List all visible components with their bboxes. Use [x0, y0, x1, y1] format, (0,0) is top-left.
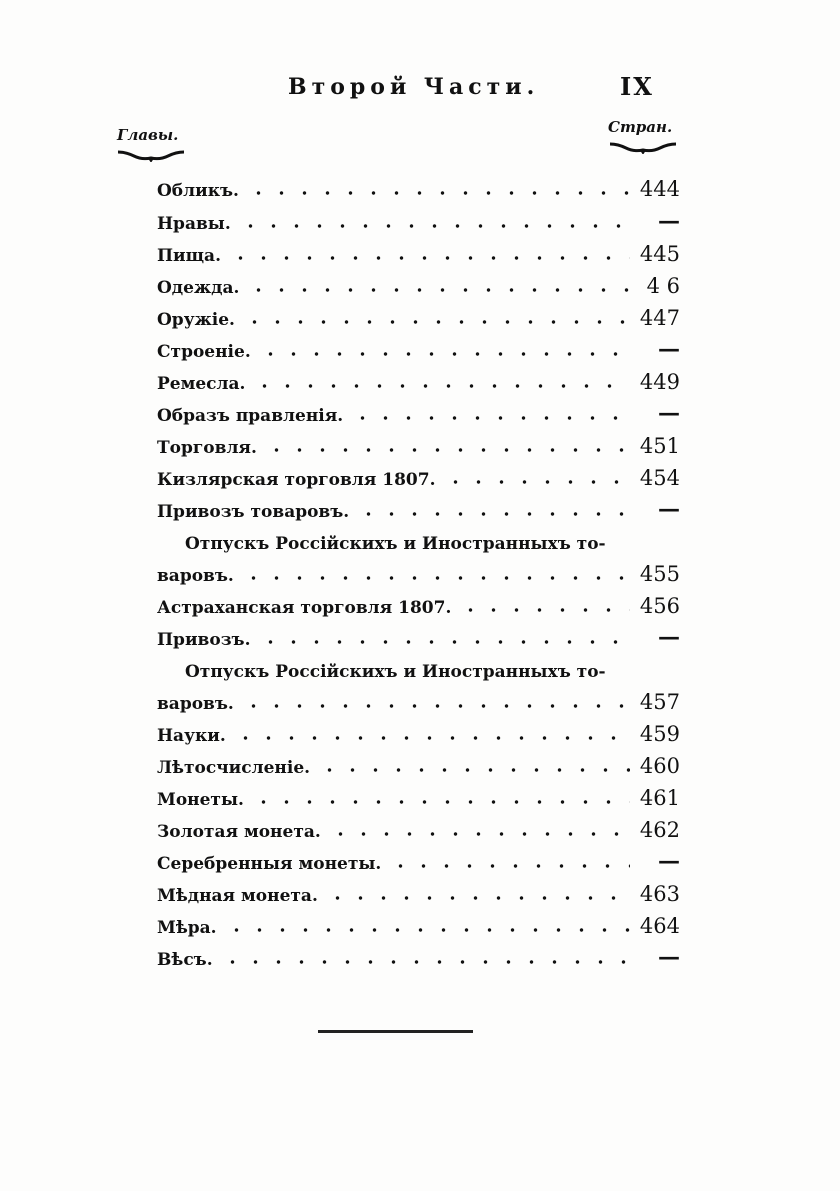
- toc-entry-page: 444: [639, 177, 680, 201]
- toc-entry-title: Обликъ.: [157, 181, 239, 201]
- toc-entry-page: 464: [639, 914, 680, 938]
- toc-entry-title: Вѣсъ.: [157, 950, 213, 970]
- toc-entry: [157, 204, 680, 234]
- dot-leader: [221, 960, 630, 964]
- dot-leader: [389, 864, 630, 868]
- dot-leader: [239, 224, 630, 228]
- toc-entry-title: Мѣра.: [157, 918, 217, 938]
- dot-leader: [247, 191, 630, 195]
- dot-leader: [265, 448, 630, 452]
- toc-entry: [157, 268, 680, 298]
- toc-entry: [157, 780, 680, 810]
- toc-entry-page: 449: [639, 370, 680, 394]
- dot-leader: [243, 320, 630, 324]
- toc-entry-title: Отпускъ Россійскихъ и Иностранныхъ то-: [185, 662, 606, 682]
- toc-entry: [157, 716, 680, 746]
- dot-leader: [252, 800, 630, 804]
- dot-leader: [242, 576, 630, 580]
- toc-entry: [157, 588, 680, 618]
- toc-entry: [157, 171, 680, 201]
- toc-entry-page: 459: [639, 722, 680, 746]
- toc-entry: [157, 876, 680, 906]
- toc-entry-page: —: [658, 400, 680, 426]
- toc-entry: [157, 236, 680, 266]
- toc-entry-page: 447: [639, 306, 680, 330]
- toc-entry: [157, 812, 680, 842]
- toc-entry: [157, 748, 680, 778]
- dot-leader: [229, 256, 630, 260]
- dot-leader: [459, 608, 630, 612]
- toc-entry: [157, 428, 680, 458]
- toc-entry: [157, 364, 680, 394]
- toc-entry: [157, 460, 680, 490]
- toc-entry-title: Отпускъ Россійскихъ и Иностранныхъ то-: [185, 534, 606, 554]
- toc-entry-title: Привозъ товаровъ.: [157, 502, 350, 522]
- toc-entry-title: Серебренныя монеты.: [157, 854, 382, 874]
- dot-leader: [225, 928, 630, 932]
- toc-entry-title: варовъ.: [157, 694, 234, 714]
- toc-entry-title: Лѣтосчисленіе.: [157, 758, 311, 778]
- toc-entry-title: варовъ.: [157, 566, 234, 586]
- dot-leader: [329, 832, 630, 836]
- toc-entry: [157, 620, 680, 650]
- toc-entry: [157, 684, 680, 714]
- toc-entry-title: Оружіе.: [157, 310, 235, 330]
- dot-leader: [247, 288, 630, 292]
- toc-entry-page: —: [658, 496, 680, 522]
- toc-entry-page: —: [658, 944, 680, 970]
- toc-entry-page: —: [658, 624, 680, 650]
- dot-leader: [259, 640, 630, 644]
- toc-entry: [157, 844, 680, 874]
- toc-entry-continued: [185, 524, 618, 554]
- toc-entry: [157, 300, 680, 330]
- toc-entry-page: 451: [639, 434, 680, 458]
- toc-entry-continued: [185, 652, 618, 682]
- dot-leader: [357, 512, 630, 516]
- toc-entry: [157, 396, 680, 426]
- toc-entry-title: Науки.: [157, 726, 226, 746]
- toc-entry-page: 463: [639, 882, 680, 906]
- toc-entry-page: 4 6: [646, 274, 680, 298]
- toc-entry-title: Торговля.: [157, 438, 257, 458]
- toc-entry-page: 445: [639, 242, 680, 266]
- page-number: IX: [620, 72, 654, 101]
- chapters-column-label: Главы.: [117, 126, 179, 144]
- toc-entry-page: 462: [639, 818, 680, 842]
- dot-leader: [351, 416, 630, 420]
- toc-entry-page: —: [658, 848, 680, 874]
- toc-entry-title: Пища.: [157, 246, 221, 266]
- toc-entry-title: Монеты.: [157, 790, 244, 810]
- toc-entry-title: Кизлярская торговля 1807.: [157, 470, 436, 490]
- toc-entry-title: Строеніе.: [157, 342, 251, 362]
- dot-leader: [259, 352, 630, 356]
- dot-leader: [326, 896, 630, 900]
- toc-entry-title: Ремесла.: [157, 374, 246, 394]
- closing-rule: [318, 1030, 473, 1033]
- running-title: Второй Части.: [288, 74, 540, 100]
- toc-entry-page: 460: [639, 754, 680, 778]
- toc-entry-title: Образъ правленія.: [157, 406, 344, 426]
- toc-entry-page: 455: [639, 562, 680, 586]
- toc-entry: [157, 908, 680, 938]
- toc-entry: [157, 940, 680, 970]
- toc-entry-page: —: [658, 208, 680, 234]
- toc-entry-page: 461: [639, 786, 680, 810]
- toc-entry-title: Астраханская торговля 1807.: [157, 598, 452, 618]
- left-brace-ornament: [116, 148, 186, 162]
- toc-entry-title: Золотая монета.: [157, 822, 321, 842]
- toc-entry: [157, 556, 680, 586]
- toc-entry-title: Нравы.: [157, 214, 231, 234]
- toc-entry-page: 457: [639, 690, 680, 714]
- right-brace-ornament: [608, 140, 678, 154]
- toc-entry-title: Мѣдная монета.: [157, 886, 318, 906]
- pages-column-label: Стран.: [608, 118, 673, 136]
- dot-leader: [253, 384, 630, 388]
- dot-leader: [234, 736, 630, 740]
- toc-entry: [157, 332, 680, 362]
- toc-entry-title: Привозъ.: [157, 630, 251, 650]
- toc-entry-title: Одежда.: [157, 278, 240, 298]
- toc-entry-page: —: [658, 336, 680, 362]
- dot-leader: [444, 480, 631, 484]
- toc-entry: [157, 492, 680, 522]
- toc-entry-page: 454: [639, 466, 680, 490]
- toc-entry-page: 456: [639, 594, 680, 618]
- dot-leader: [242, 704, 630, 708]
- dot-leader: [318, 768, 630, 772]
